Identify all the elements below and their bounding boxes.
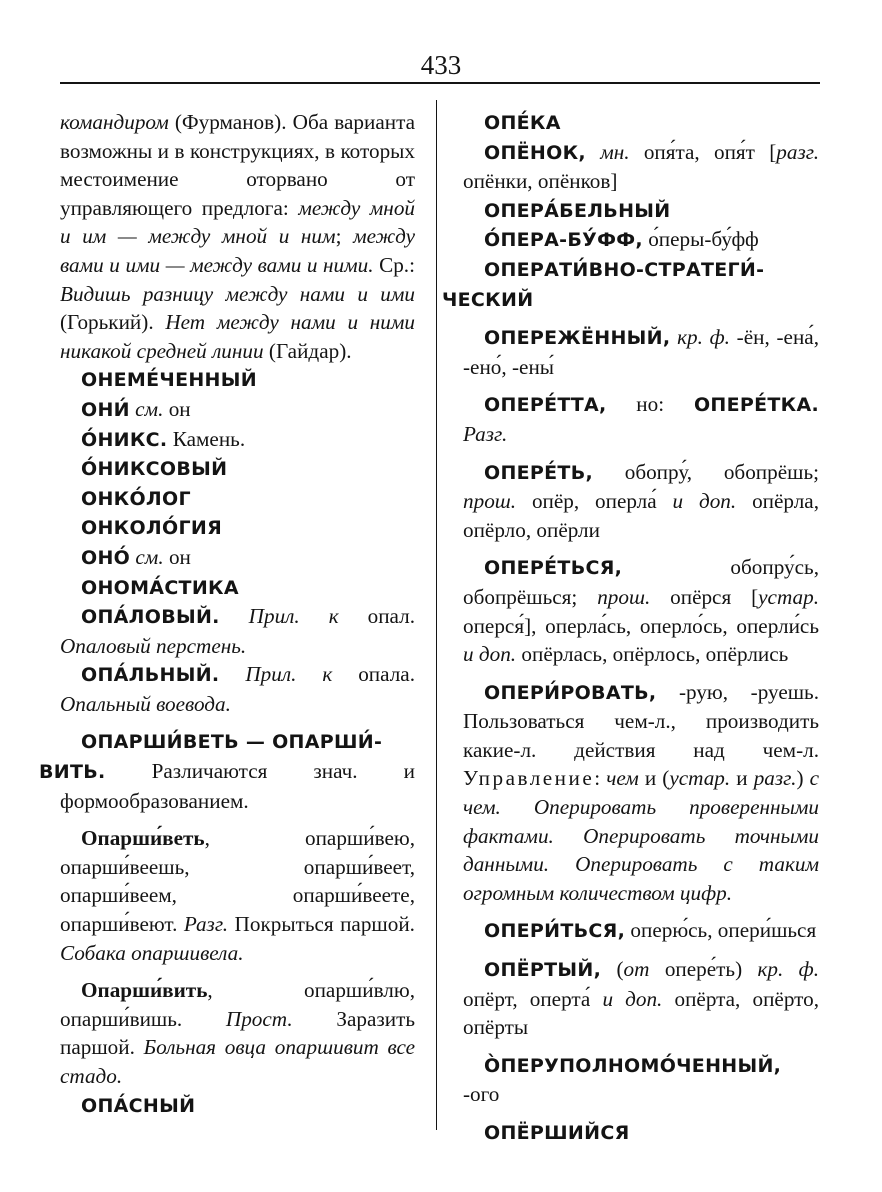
- style-label: устар.: [758, 584, 819, 609]
- grammar-label: кр. ф.: [757, 957, 819, 982]
- style-label: разг.: [776, 139, 819, 164]
- cross-ref: опере́ть): [649, 957, 758, 982]
- note-text: но:: [606, 392, 694, 417]
- lemma: Опарши́вить: [81, 978, 208, 1003]
- entry-operupolnomochenny: [463, 1051, 819, 1109]
- entry-text: (Гайдар).: [263, 338, 352, 363]
- entry-onkologiya: [60, 513, 415, 543]
- grammar-label: и доп.: [602, 986, 663, 1011]
- entry-operirovat: [463, 678, 819, 908]
- headword: ОПЕРЕ́ТЬ,: [484, 461, 593, 484]
- headword: ОНКО́ЛОГ: [81, 487, 191, 510]
- example-text: Видишь разницу между нами и ими: [60, 281, 415, 306]
- grammar-label: прош.: [463, 489, 517, 514]
- example-text: командиром: [60, 110, 169, 134]
- headword: ОПЕ́КА: [484, 112, 561, 134]
- government-pattern: чем: [606, 766, 639, 791]
- headword: О́НИКСОВЫЙ: [81, 458, 228, 481]
- entry-operetta: [463, 390, 819, 448]
- headword: ВИТЬ.: [39, 761, 106, 784]
- word-forms: обопру́сь, обопрёшься;: [463, 555, 819, 609]
- word-forms: обопру́, обопрёшь;: [593, 459, 819, 484]
- word-forms: , опарши́вею, опарши́веешь, опарши́веет, опарши́веем, опарши́веете, опарши́веют.: [60, 826, 415, 937]
- entry-oniks: [60, 425, 415, 455]
- word-forms: опёрт, оперта́: [463, 986, 603, 1011]
- example-text: Опальный воевода.: [60, 691, 231, 716]
- entry-text: и: [730, 766, 754, 791]
- entry-text: (: [601, 957, 624, 982]
- headword: ОПА́ЛЬНЫЙ.: [81, 664, 220, 687]
- entry-text: (Горький).: [60, 310, 166, 335]
- entry-opasny: [60, 1091, 415, 1121]
- headword: ОПА́СНЫЙ: [81, 1094, 196, 1117]
- page-number: 433: [420, 50, 462, 80]
- grammar-label: прош.: [597, 584, 651, 609]
- headword: ОНИ́: [81, 398, 130, 421]
- word-forms: , опарши́влю, опарши́вишь.: [60, 978, 415, 1031]
- definition: Различаются знач. и формообразованием.: [60, 759, 415, 813]
- grammar-label: и доп.: [463, 642, 517, 667]
- headword: ОПЕРЕ́ТЬСЯ,: [484, 557, 623, 580]
- government-pattern: с чем.: [463, 766, 819, 820]
- entry-oni: [60, 395, 415, 425]
- word-forms: -ён, -ена́, -ено́, -ены́: [463, 325, 819, 379]
- column-divider: [436, 100, 437, 1130]
- entry-openok: [463, 138, 819, 196]
- definition: Покрыться паршой.: [228, 912, 415, 937]
- left-column: [39, 108, 416, 1120]
- entry-opalovy: [60, 602, 415, 660]
- definition: опала.: [332, 662, 416, 687]
- style-label: устар.: [669, 766, 731, 791]
- word-forms: оперю́сь, опери́шься: [625, 918, 817, 943]
- example-text: Собака опаршивела.: [60, 940, 244, 965]
- headword: ОПЁНОК,: [484, 141, 586, 164]
- style-label: Прост.: [225, 1006, 293, 1031]
- headword: О́ПЕРА-БУ́ФФ,: [484, 229, 643, 252]
- example-text: Оперировать проверенными фактами. Оперировать точными данными. Оперировать с таким огромным количеством цифр.: [463, 795, 819, 905]
- headword: ЧЕСКИЙ: [442, 288, 534, 311]
- lemma: Опарши́веть: [81, 826, 205, 851]
- cross-ref-label: см.: [135, 396, 164, 421]
- entry-text: :: [594, 766, 607, 791]
- entry-text: ): [796, 766, 810, 791]
- cross-ref-label: см.: [135, 544, 164, 569]
- headword: ОПЕРА́БЕЛЬНЫЙ: [484, 199, 671, 222]
- entry-ono: [60, 543, 415, 573]
- entry-operitsya: [463, 916, 819, 946]
- style-label: Разг.: [463, 421, 508, 446]
- entry-onemechenny: [60, 365, 415, 395]
- headword: ОНКОЛО́ГИЯ: [81, 517, 223, 540]
- headword: ОПЕРЕЖЁННЫЙ,: [484, 327, 671, 350]
- headword: ОНО́: [81, 546, 131, 569]
- headword: ОНОМА́СТИКА: [81, 576, 239, 599]
- entry-text: (Фурманов). Оба варианта возможны и в конструкциях, в которых местоимение оторвано от управляющего предлога:: [60, 110, 415, 220]
- word-forms: опёрта, опёрто, опёрты: [463, 986, 819, 1040]
- word-forms: опя́та, опя́т [: [629, 139, 777, 164]
- headword: О̀ПЕРУПОЛНОМО́ЧЕННЫЙ,: [484, 1054, 782, 1077]
- headword: ОПЕРИ́ТЬСЯ,: [484, 920, 626, 943]
- word-forms: оперся́], оперла́сь, оперло́сь, оперли́сь: [463, 613, 819, 638]
- entry-text: Ср.:: [373, 252, 415, 277]
- headword: ОПЁРТЫЙ,: [484, 959, 602, 982]
- entry-operabelny: [463, 196, 819, 226]
- word-forms: -ого: [463, 1082, 500, 1107]
- entry-operetsya: [463, 553, 819, 668]
- example-text: между мной и им — между мной и ним: [60, 195, 416, 249]
- headword: ОПЁРШИЙСЯ: [484, 1122, 630, 1144]
- grammar-label: мн.: [585, 139, 630, 164]
- entry-oparshivit: [60, 976, 415, 1090]
- headword: ОПА́ЛОВЫЙ.: [81, 606, 220, 629]
- government-label: Управление: [463, 766, 595, 791]
- word-forms: опёрла, опёрло, опёрли: [463, 489, 819, 542]
- definition: Камень.: [167, 426, 246, 451]
- cross-ref: он: [163, 544, 191, 569]
- grammar-label: Прил. к: [219, 662, 333, 687]
- entry-opeka: [463, 108, 819, 138]
- entry-operezhenny: [463, 323, 819, 381]
- headword: ОПЕРЕ́ТТА,: [484, 394, 607, 417]
- headword: О́НИКС.: [81, 428, 168, 451]
- entry-text: и (: [638, 766, 670, 791]
- example-text: Больная овца опаршивит все стадо.: [60, 1035, 415, 1088]
- header-rule: [60, 82, 820, 84]
- example-text: между вами и ими — между вами и ними.: [60, 224, 416, 277]
- definition: -рую, -руешь. Пользоваться чем-л., производить какие-л. действия над чем-л.: [463, 679, 819, 762]
- entry-oparshivet: [60, 824, 415, 967]
- entry-operet: [463, 458, 819, 545]
- headword: ОНЕМЕ́ЧЕННЫЙ: [81, 369, 257, 392]
- headword-separator: —: [238, 731, 273, 754]
- headword: ОПАРШИ́ВЕТЬ: [81, 731, 239, 754]
- grammar-label: Прил. к: [219, 604, 339, 629]
- grammar-label: от: [623, 957, 650, 982]
- word-forms: опёнки, опёнков]: [463, 169, 618, 194]
- cross-ref: он: [163, 396, 191, 421]
- entry-on-continuation: [60, 108, 415, 365]
- example-text: Нет между нами и ними никакой средней линии: [60, 310, 415, 363]
- entry-opalny: [60, 660, 415, 718]
- right-column: [442, 108, 819, 1148]
- entry-oparshivet-group: [39, 727, 415, 815]
- headword: ОПЕРИ́РОВАТЬ,: [484, 681, 657, 704]
- headword: ОПЕРЕ́ТКА.: [693, 394, 819, 417]
- entry-text: ;: [335, 224, 354, 249]
- style-label: Разг.: [183, 912, 229, 937]
- headword: ОПАРШИ́-: [272, 731, 383, 754]
- entry-onomastika: [60, 573, 415, 603]
- word-forms: опёрлась, опёрлось, опёрлись: [516, 642, 789, 667]
- entry-onkolog: [60, 484, 415, 514]
- entry-opershiysya: [463, 1118, 819, 1148]
- style-label: разг.: [753, 766, 797, 791]
- grammar-label: и доп.: [672, 489, 737, 514]
- entry-opera-buff: [463, 225, 819, 255]
- entry-operativno-strategichesky: [442, 255, 819, 314]
- word-forms: о́перы-бу́фф: [642, 227, 759, 252]
- headword: ОПЕРАТИ́ВНО-СТРАТЕГИ́-: [484, 258, 765, 281]
- definition: Заразить паршой.: [60, 1006, 415, 1060]
- example-text: Опаловый перстень.: [60, 633, 247, 658]
- word-forms: опёр, оперла́: [516, 489, 673, 514]
- entry-operty: [463, 955, 819, 1042]
- grammar-label: кр. ф.: [670, 325, 730, 350]
- entry-oniksovy: [60, 454, 415, 484]
- definition: опал.: [338, 604, 415, 629]
- word-forms: опёрся [: [650, 584, 759, 609]
